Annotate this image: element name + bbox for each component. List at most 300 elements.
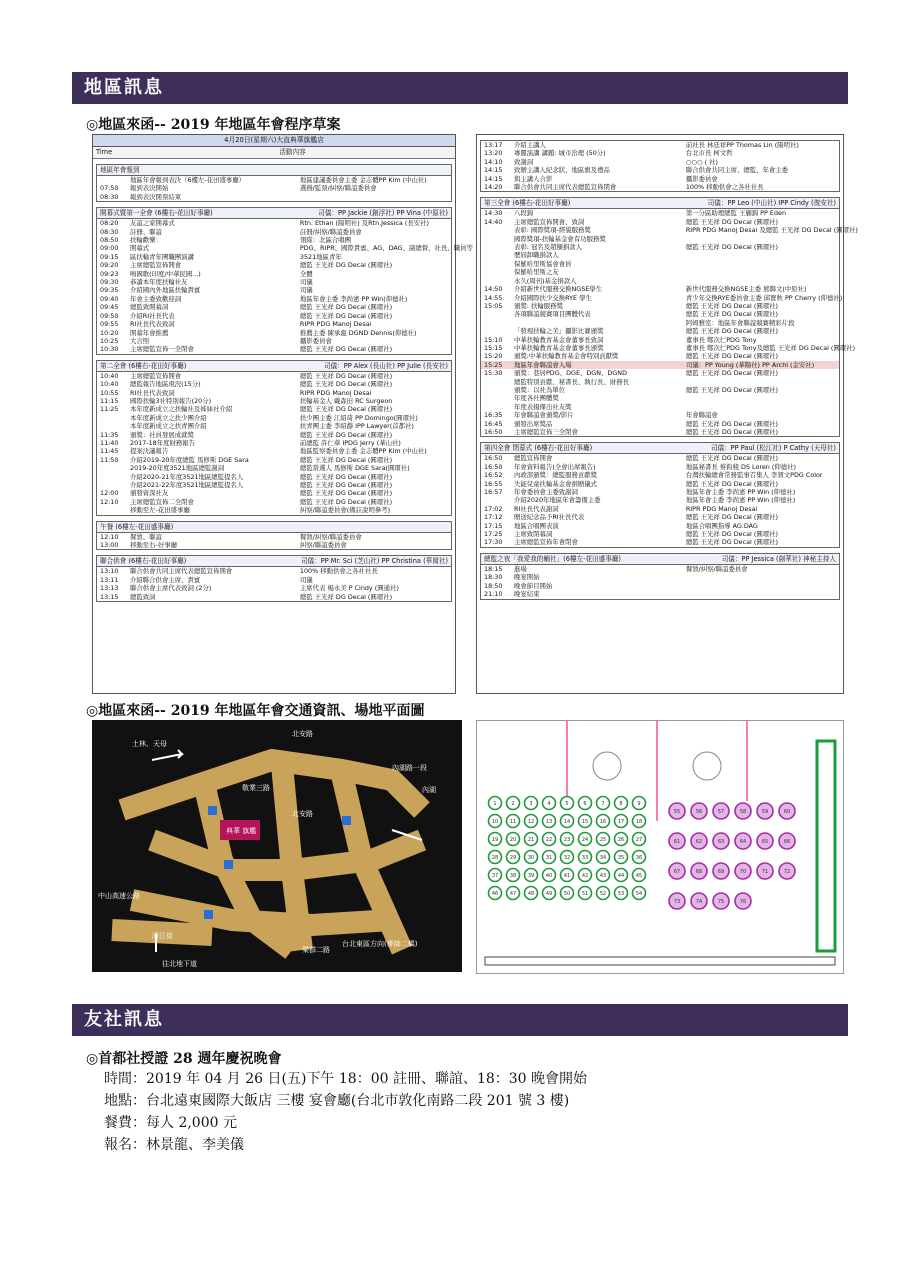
floor-table-number: 22 bbox=[545, 837, 553, 843]
schedule-block bbox=[480, 442, 840, 547]
block-header bbox=[481, 443, 839, 454]
row-time bbox=[481, 403, 514, 411]
row-event: 介紹2021-22年度3521地區總監提名人 bbox=[130, 481, 244, 489]
row-event: 頒獎: 扶輪服務獎 bbox=[514, 301, 563, 310]
row-person: 地區年會主委 李尚憲 PP Win (仰德社) bbox=[685, 488, 796, 497]
row-time bbox=[97, 473, 130, 481]
row-event: 各項聯誼競賽項目團體代表 bbox=[514, 310, 591, 319]
row-event: 國際獎項-扶輪基金會有功服務獎 bbox=[514, 234, 606, 243]
schedule-row bbox=[97, 473, 451, 481]
row-event: 永久(周刊)基金捐款人 bbox=[514, 276, 577, 285]
floor-table-number: 6 bbox=[583, 801, 587, 807]
row-person: 聯合供會共同主席、總監、年會主委 bbox=[685, 166, 789, 175]
row-event: 本年度新成立之扶少團介紹 bbox=[130, 413, 207, 422]
row-event: 聯合供會主席代表致詞 (2分) bbox=[130, 584, 212, 593]
row-time: 15:30 bbox=[484, 369, 503, 378]
event-info bbox=[104, 1068, 587, 1156]
schedule-row bbox=[481, 277, 839, 285]
row-event: 恭讀本年度扶輪社友 bbox=[130, 278, 188, 287]
block-host: 司儀：PP Alex (長山社) PP Julie (長安社) bbox=[323, 361, 448, 370]
schedule-row bbox=[481, 522, 839, 530]
row-time bbox=[481, 277, 514, 285]
floor-table-number: 40 bbox=[545, 873, 553, 879]
row-event: 主席總監宣佈年會閉會 bbox=[514, 538, 578, 547]
row-event: 介紹RI社長代表 bbox=[130, 311, 175, 320]
row-person: RIPR PDG Manoj Desai 及總監 王光祥 DG Decal (圓環社) bbox=[685, 226, 858, 235]
right-blocks bbox=[477, 140, 858, 600]
floor-table-number: 18 bbox=[635, 819, 643, 825]
schedule-row bbox=[481, 420, 839, 428]
row-person: 總監 王光祥 DG Decal (圓環社) bbox=[685, 301, 778, 310]
row-event: 大合照 bbox=[130, 336, 150, 345]
row-event: 扶輪歡樂： bbox=[130, 236, 162, 245]
schedule-block bbox=[480, 197, 858, 437]
block-header bbox=[97, 556, 451, 567]
floor-table-number: 33 bbox=[581, 855, 589, 861]
floor-table-number: 1 bbox=[493, 801, 497, 807]
schedule-row bbox=[481, 293, 843, 302]
schedule-row bbox=[481, 369, 839, 377]
row-time: 16:45 bbox=[484, 419, 503, 428]
map-label: 土林、天母 bbox=[132, 740, 167, 748]
row-time: 17:12 bbox=[484, 513, 503, 522]
schedule-row bbox=[481, 582, 839, 590]
block-header bbox=[481, 554, 839, 565]
row-time: 21:10 bbox=[484, 590, 503, 599]
row-time: 09:30 bbox=[100, 278, 119, 287]
row-person: 總監 王光祥 DG Decal (圓環社) bbox=[685, 327, 778, 336]
row-person bbox=[686, 260, 839, 268]
row-event: 主席致閉幕詞 bbox=[514, 530, 553, 539]
schedule-row bbox=[481, 183, 839, 191]
row-time: 16:57 bbox=[484, 488, 503, 497]
row-time: 13:10 bbox=[100, 567, 119, 576]
row-time: 09:45 bbox=[100, 303, 119, 312]
row-time: 13:11 bbox=[100, 575, 119, 584]
row-event: 註冊、聯誼 bbox=[130, 227, 162, 236]
row-person: 總監 王光祥 DG Decal (圓環社) bbox=[299, 592, 393, 601]
row-person bbox=[686, 251, 839, 259]
row-person: 總監 王光祥 DG Decal (圓環社) bbox=[299, 455, 393, 464]
floor-table-number: 37 bbox=[491, 873, 499, 879]
row-person: PDG、RIPR、國際貴賓、AG、DAG、副總督、社長、職員等 bbox=[299, 244, 473, 253]
row-time: 10:20 bbox=[100, 328, 119, 337]
row-person: 總監當選人 馬修斯 DGE Sara(圓環社) bbox=[299, 464, 410, 473]
row-time bbox=[481, 268, 514, 276]
section-band-friendly: 友社訊息 bbox=[72, 1004, 848, 1036]
row-time: 14:30 bbox=[484, 209, 503, 218]
row-person: 前總監 許仁華 IPDG Jerry (華山社) bbox=[299, 438, 401, 447]
row-time: 17:30 bbox=[484, 538, 503, 547]
floor-table-number: 70 bbox=[739, 869, 747, 875]
row-event: 總監特別貢獻、秘書長、執行長、財務長 bbox=[514, 377, 630, 386]
row-person: 總監 王光祥 DG Decal (圓環社) bbox=[299, 481, 393, 489]
row-event: 歷屆卸職捐款人 bbox=[514, 251, 559, 260]
map-label: 典華 旗艦 bbox=[226, 827, 257, 835]
schedule-row bbox=[97, 584, 451, 592]
schedule-row bbox=[481, 251, 839, 259]
row-person: 餐敘/糾察/聯誼委員會 bbox=[299, 532, 362, 541]
row-person: 總監 王光祥 DG Decal (圓環社) bbox=[299, 261, 393, 270]
schedule-row bbox=[481, 361, 839, 369]
schedule-row bbox=[481, 327, 839, 335]
row-person: 100% 移動供會之各社社長 bbox=[299, 567, 378, 576]
floor-table-number: 60 bbox=[783, 809, 791, 815]
row-person: 領隊：北區合唱團 bbox=[299, 236, 352, 245]
schedule-row bbox=[481, 428, 839, 436]
row-person: 司儀 bbox=[299, 286, 313, 295]
schedule-row bbox=[97, 405, 451, 413]
map-label: 濱江街 bbox=[152, 932, 173, 940]
row-time: 10:25 bbox=[100, 336, 119, 345]
event-venue: 地點：台北遠東國際大飯店 三樓 宴會廳(台北市敦化南路二段 201 號 3 樓) bbox=[104, 1093, 570, 1109]
schedule-row bbox=[481, 310, 839, 318]
row-event: 主席總監宣佈一全閉會 bbox=[130, 345, 194, 354]
row-time: 13:13 bbox=[100, 584, 119, 593]
row-time bbox=[481, 319, 514, 327]
row-event: 介紹國際扶少交換RYE 學生 bbox=[514, 293, 592, 302]
floor-table-number: 54 bbox=[635, 891, 643, 897]
row-time bbox=[97, 481, 130, 489]
row-person: 總監 王光祥 DG Decal (圓環社) bbox=[685, 352, 778, 361]
row-event: RI社長代表致詞 bbox=[130, 320, 175, 329]
schedule-row bbox=[481, 352, 839, 360]
row-time: 16:50 bbox=[484, 454, 503, 463]
row-event: 保羅哈里斯協會會員 bbox=[514, 259, 572, 268]
schedule-row bbox=[97, 193, 451, 201]
schedule-row bbox=[481, 319, 839, 327]
row-time bbox=[97, 464, 130, 472]
row-person: 總監 王光祥 DG Decal (圓環社) bbox=[299, 497, 393, 506]
row-event: 頒獎：社員發展成就獎 bbox=[130, 430, 194, 439]
row-event: 頒獎：以社為單位 bbox=[514, 385, 566, 394]
row-event: 年度表揚傑出社友獎 bbox=[514, 402, 572, 411]
floor-table-number: 2 bbox=[511, 801, 515, 807]
row-person bbox=[686, 573, 839, 581]
schedule-row bbox=[97, 576, 451, 584]
row-time: 13:17 bbox=[484, 141, 503, 149]
row-person: 總監 王光祥 DG Decal (圓環社) bbox=[685, 385, 778, 394]
row-person: 總監 王光祥 DG Decal (圓環社) bbox=[299, 380, 393, 389]
row-time: 16:52 bbox=[484, 471, 503, 480]
row-person: 台灣扶輪總會常務監事召集人 李賀文PDG Color bbox=[685, 471, 823, 480]
row-time: 14:50 bbox=[484, 285, 503, 294]
schedule-row bbox=[481, 480, 839, 488]
schedule-row bbox=[97, 533, 451, 541]
row-event: 地區年會報到表決（6樓左-花田盛事廳） bbox=[130, 176, 246, 184]
row-time bbox=[481, 386, 514, 394]
floor-table-number: 34 bbox=[599, 855, 607, 861]
row-time: 14:20 bbox=[484, 183, 503, 192]
block-title: 地區年會報到 bbox=[100, 166, 140, 174]
row-event: 總監致開幕詞 bbox=[130, 303, 169, 312]
schedule-row bbox=[97, 567, 451, 575]
schedule-row bbox=[481, 166, 839, 174]
schedule-row bbox=[481, 463, 839, 471]
row-event: 地區合唱團表演 bbox=[514, 521, 559, 530]
block-host: 司儀：PP Jessica (創華社) 神秘主持人 bbox=[721, 554, 836, 563]
floor-table-number: 53 bbox=[617, 891, 625, 897]
row-event: 專題演講 講題: 城市治理 (50分) bbox=[514, 149, 606, 158]
floor-table-number: 4 bbox=[547, 801, 551, 807]
row-person: 司儀 bbox=[299, 278, 313, 287]
floor-table-number: 12 bbox=[527, 819, 535, 825]
row-event: 介紹聯合供會主席、貴賓 bbox=[130, 575, 201, 584]
schedule-row bbox=[481, 235, 839, 243]
row-time: 10:40 bbox=[100, 380, 119, 389]
floor-table-number: 50 bbox=[563, 891, 571, 897]
row-event: 八段錦 bbox=[514, 209, 534, 218]
row-time bbox=[481, 310, 514, 318]
row-time: 14:55 bbox=[484, 293, 503, 302]
row-event: 開幕式 bbox=[130, 244, 150, 253]
map-roads bbox=[92, 720, 462, 972]
row-event: 開幕年會推薦 bbox=[130, 328, 169, 337]
schedule-block bbox=[96, 555, 452, 602]
floor-table-number: 72 bbox=[783, 869, 791, 875]
row-time: 15:20 bbox=[484, 352, 503, 361]
row-event: 晚宴開始 bbox=[514, 573, 540, 582]
row-time: 17:25 bbox=[484, 530, 503, 539]
row-person: 新世代服務交換NGSE主委 熊聯文(中原社) bbox=[685, 285, 807, 294]
floor-plan bbox=[476, 720, 844, 974]
transport-heading: ◎地區來函-- 2019 年地區年會交通資訊、場地平面圖 bbox=[86, 703, 425, 719]
row-event: 晚會節目開始 bbox=[514, 581, 553, 590]
row-time: 11:15 bbox=[100, 396, 119, 405]
map-label: 內湖 bbox=[422, 786, 436, 794]
schedule-block bbox=[96, 207, 473, 355]
row-event: 介紹新世代服務交換NGSE學生 bbox=[514, 285, 603, 294]
row-person: 司儀 bbox=[299, 575, 313, 584]
row-event: 年會委員會主委致謝詞 bbox=[514, 488, 578, 497]
row-event: 贈送紀念品予RI社長代表 bbox=[514, 513, 585, 522]
block-header bbox=[97, 522, 451, 533]
floor-table-number: 57 bbox=[717, 809, 725, 815]
row-event: 總監宣佈開會 bbox=[514, 454, 553, 463]
map-label: 敬業三路 bbox=[242, 784, 270, 792]
row-time: 11:45 bbox=[100, 447, 119, 456]
schedule-row bbox=[97, 489, 451, 497]
row-person: 3521地區青年 bbox=[299, 252, 342, 261]
row-person: 青少年交換RYE委員會主委 邱寶秋 PP Cherry (仰德社) bbox=[685, 293, 843, 302]
block-header bbox=[97, 208, 451, 219]
floor-table-number: 65 bbox=[761, 839, 769, 845]
row-time: 16:35 bbox=[484, 411, 503, 420]
row-time bbox=[481, 496, 514, 504]
schedule-row bbox=[481, 538, 839, 546]
row-event: 保羅哈里斯之友 bbox=[514, 268, 559, 277]
schedule-row bbox=[97, 329, 451, 337]
floor-table-number: 8 bbox=[619, 801, 623, 807]
row-time: 08:50 bbox=[100, 236, 119, 245]
floor-table-number: 67 bbox=[673, 869, 681, 875]
row-person bbox=[686, 268, 839, 276]
block-title: 聯合供會 (6樓右-花田好事廳) bbox=[100, 557, 187, 566]
floor-table-number: 29 bbox=[509, 855, 517, 861]
row-person: 扶少團主委 江紹琦 PP Domingo(圓環社) bbox=[299, 413, 418, 422]
event-fee: 餐費：每人 2,000 元 bbox=[104, 1115, 237, 1131]
row-event: 移動至左-花田盛事廳 bbox=[130, 506, 190, 515]
row-event: 2019-20年度3521地區總監謝詞 bbox=[130, 464, 225, 473]
floor-table-number: 69 bbox=[717, 869, 725, 875]
row-person bbox=[300, 193, 451, 201]
schedule-row bbox=[481, 268, 839, 276]
row-time: 08:30 bbox=[100, 192, 119, 201]
row-event: 頒發資深社友 bbox=[130, 489, 169, 498]
floor-table-number: 51 bbox=[581, 891, 589, 897]
floor-table-number: 23 bbox=[563, 837, 571, 843]
row-person: RIPR PDG Manoj Desai bbox=[299, 388, 372, 397]
row-event: 中華扶輪教育基金會董事長致詞 bbox=[514, 335, 604, 344]
row-event: 「發現扶輪之美」攝影比賽頒獎 bbox=[514, 327, 604, 336]
floor-table-number: 5 bbox=[565, 801, 569, 807]
row-event: 地區年會聯誼會入場 bbox=[514, 360, 572, 369]
row-time: 09:00 bbox=[100, 244, 119, 253]
row-event: 國際扶輪3社特別報告(20分) bbox=[130, 396, 212, 405]
row-time bbox=[481, 260, 514, 268]
row-time bbox=[481, 378, 514, 386]
row-time: 11:35 bbox=[100, 430, 119, 439]
row-person: 董事長 鄭次仁PDG Tony bbox=[685, 335, 757, 344]
schedule-row bbox=[97, 312, 451, 320]
floor-tables bbox=[477, 721, 843, 973]
floor-table-number: 61 bbox=[673, 839, 681, 845]
row-person bbox=[686, 394, 839, 402]
schedule-row bbox=[481, 158, 839, 166]
row-time: 12:00 bbox=[100, 489, 119, 498]
schedule-row bbox=[97, 447, 451, 455]
schedule-row bbox=[481, 209, 839, 217]
row-person: 全體 bbox=[299, 269, 313, 278]
floor-table-number: 39 bbox=[527, 873, 535, 879]
schedule-row bbox=[97, 389, 451, 397]
row-time: 14:10 bbox=[484, 157, 503, 166]
row-event: 介紹2020年地區年會籌備主委 bbox=[514, 496, 601, 505]
schedule-row bbox=[97, 431, 451, 439]
row-event: 介紹2019-20年度總監 馬修斯 DGE Sara bbox=[130, 455, 249, 464]
map-label: 北安路 bbox=[292, 810, 313, 818]
row-person: 總監 王光祥 DG Decal (圓環社) bbox=[299, 430, 393, 439]
col-content: 活動內容 bbox=[279, 148, 306, 156]
row-time: 09:23 bbox=[100, 269, 119, 278]
event-time: 時間：2019 年 04 月 26 日(五)下午 18：00 註冊、聯誼、18：30 晚會開始 bbox=[104, 1071, 588, 1087]
row-event: 報到表決開始 bbox=[130, 184, 169, 193]
row-event: 移動至右-好事廳 bbox=[130, 541, 178, 550]
row-event: 本年度新成立之扶青團介紹 bbox=[130, 422, 207, 431]
row-event: 與主講人合影 bbox=[514, 174, 553, 183]
row-event: 頒獎：巷居PDG、DGE、DGN、DGND bbox=[514, 369, 627, 378]
schedule-row bbox=[97, 261, 451, 269]
block-host: 司儀：PP Jackie (創浮社) PP Vina (中原社) bbox=[318, 209, 448, 218]
row-event: 區扶輪青年團職團演講 bbox=[130, 252, 194, 261]
row-event: 晚宴結束 bbox=[514, 590, 540, 599]
schedule-block bbox=[96, 360, 452, 516]
map-label: 往北地下道 bbox=[162, 960, 197, 968]
row-person: ○○○ ( 社) bbox=[685, 157, 718, 166]
floor-table-number: 25 bbox=[599, 837, 607, 843]
floor-table-number: 27 bbox=[635, 837, 643, 843]
map-label: 北安路 bbox=[292, 730, 313, 738]
schedule-row bbox=[97, 593, 451, 601]
row-time: 15:25 bbox=[484, 360, 503, 369]
map-label: 樂群二路 bbox=[302, 946, 330, 954]
row-time: 09:40 bbox=[100, 294, 119, 303]
schedule-row bbox=[481, 454, 839, 462]
floor-table-number: 24 bbox=[581, 837, 589, 843]
row-event: 主席總監宣佈開會 bbox=[130, 371, 182, 380]
section-band-regional: 地區訊息 bbox=[72, 72, 848, 104]
floor-table-number: 20 bbox=[509, 837, 517, 843]
block-title: 總監之夜「我愛我的輔社」(6樓左-花田盛事廳) bbox=[484, 554, 621, 563]
row-person: 選務/監票/糾察/聯誼委員會 bbox=[299, 184, 377, 193]
row-event: 中華扶輪教育基金會董事長頒獎 bbox=[514, 343, 604, 352]
row-person: 攝影委員會 bbox=[685, 174, 718, 183]
row-event: 年會資料報告(全會出席報告) bbox=[514, 462, 596, 471]
schedule-right-panel bbox=[476, 134, 858, 694]
row-person: 地區監察委員會主委 金志體PP Kim (中山社) bbox=[299, 447, 427, 456]
schedule-row bbox=[481, 394, 839, 402]
floor-table-number: 3 bbox=[529, 801, 533, 807]
row-person: 扶青團主委 李紹靜 IPP Lawyer(首都社) bbox=[299, 422, 414, 431]
floor-table-number: 47 bbox=[509, 891, 517, 897]
schedule-row bbox=[481, 285, 839, 293]
row-person: 司儀：PP Young (華陽社) PP Archi (金安社) bbox=[685, 360, 815, 369]
floor-table-number: 71 bbox=[761, 869, 769, 875]
map-label: 中山高速公路 bbox=[98, 892, 140, 900]
row-time: 09:50 bbox=[100, 311, 119, 320]
row-person: 第一分區助理總監 王蒯錦 PP Eden bbox=[685, 209, 787, 218]
floor-table-number: 7 bbox=[601, 801, 605, 807]
schedule-row bbox=[97, 270, 451, 278]
floor-table-number: 49 bbox=[545, 891, 553, 897]
floor-table-number: 74 bbox=[695, 899, 703, 905]
row-person: 總監 王光祥 DG Decal (圓環社) bbox=[299, 303, 393, 312]
row-time: 09:20 bbox=[100, 261, 119, 270]
row-event: 報到表決開票結束 bbox=[130, 192, 182, 201]
row-time: 10:30 bbox=[100, 345, 119, 354]
row-time: 15:15 bbox=[484, 343, 503, 352]
floor-table-number: 35 bbox=[617, 855, 625, 861]
floor-table-number: 58 bbox=[739, 809, 747, 815]
schedule-row bbox=[97, 498, 451, 506]
row-time: 09:35 bbox=[100, 286, 119, 295]
schedule-block bbox=[96, 164, 452, 202]
row-event: 年會聯誼會頒獎/影片 bbox=[514, 411, 574, 420]
row-time: 15:05 bbox=[484, 301, 503, 310]
row-person: 總監 王光祥 DG Decal (圓環社) bbox=[685, 428, 778, 436]
schedule-row bbox=[481, 149, 839, 157]
map-label: 台北東區方向(麥帥二橋) bbox=[342, 940, 418, 948]
row-person: 攝影委員會 bbox=[299, 336, 332, 345]
floor-table-number: 28 bbox=[491, 855, 499, 861]
row-person: 董事長 鄭次仁PDG Tony及總監 王光祥 DG Decal (圓環社) bbox=[685, 343, 856, 352]
row-event: 內政部頒獎：總監服務貢獻獎 bbox=[514, 471, 598, 480]
row-event: 進場 bbox=[514, 564, 527, 573]
row-time: 14:15 bbox=[484, 174, 503, 183]
row-event: 頒發出席獎品 bbox=[514, 419, 553, 428]
schedule-row bbox=[97, 228, 451, 236]
floor-table-number: 19 bbox=[491, 837, 499, 843]
floor-table-number: 44 bbox=[617, 873, 625, 879]
row-time bbox=[481, 327, 514, 335]
schedule-row bbox=[97, 219, 451, 227]
row-time bbox=[481, 243, 514, 251]
row-event: 聯合供會共同主席代表總監宣佈閉會 bbox=[514, 183, 617, 192]
schedule-block bbox=[480, 140, 840, 192]
block-title: 午餐 (6樓左-花田盛事廳) bbox=[100, 522, 174, 531]
schedule-row bbox=[481, 218, 839, 226]
row-event: 主席總監宣佈二全閉會 bbox=[130, 497, 194, 506]
